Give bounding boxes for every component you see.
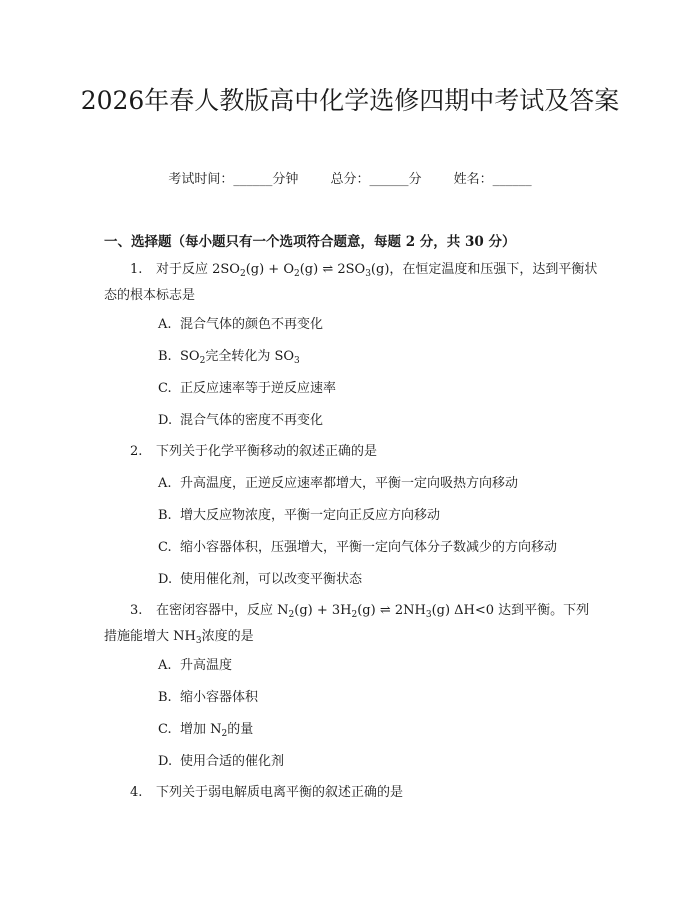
exam-score: 总分：______分 (330, 172, 422, 187)
option-1b[interactable]: B. $SO_2$完全转化为 $SO_3$ (158, 349, 300, 366)
option-2b[interactable]: B. 增大反应物浓度，平衡一定向正反应方向移动 (158, 508, 441, 523)
option-3b[interactable]: B. 缩小容器体积 (158, 690, 259, 705)
question-number: 3. (130, 603, 143, 618)
option-1a[interactable]: A. 混合气体的颜色不再变化 (158, 317, 324, 332)
option-3c[interactable]: C. 增加 $N_2$的量 (158, 722, 254, 739)
option-2a[interactable]: A. 升高温度，正逆反应速率都增大，平衡一定向吸热方向移动 (158, 476, 519, 491)
section-heading: 一、选择题（每小题只有一个选项符合题意，每题 2 分，共 30 分） (104, 234, 516, 250)
option-3a[interactable]: A. 升高温度 (158, 658, 233, 673)
option-1c[interactable]: C. 正反应速率等于逆反应速率 (158, 381, 337, 396)
question-4: 4. 下列关于弱电解质电离平衡的叙述正确的是 (104, 782, 598, 804)
question-2: 2. 下列关于化学平衡移动的叙述正确的是 (104, 441, 598, 463)
exam-title: 2026年春人教版高中化学选修四期中考试及答案 (80, 86, 620, 115)
exam-time: 考试时间：______分钟 (168, 172, 299, 187)
question-number: 4. (130, 785, 143, 800)
question-1: 1. 对于反应 $2SO_2(g) + O_2(g)$ ⇌ $2SO_3(g)$，在恒定温度和压强下，达到平衡状态的根本标志是 (104, 259, 598, 307)
question-3: 3. 在密闭容器中，反应 $N_2(g) + 3H_2(g)$ ⇌ $2NH_3(g)$ ΔH<0 达到平衡。下列措施能增大 $NH_3$浓度的是 (104, 600, 598, 652)
option-1d[interactable]: D. 混合气体的密度不再变化 (158, 413, 324, 428)
option-3d[interactable]: D. 使用合适的催化剂 (158, 754, 285, 769)
question-number: 2. (130, 444, 143, 459)
question-number: 1. (130, 262, 143, 277)
student-name: 姓名：______ (453, 172, 532, 187)
option-2d[interactable]: D. 使用催化剂，可以改变平衡状态 (158, 572, 363, 587)
exam-meta (0, 168, 700, 187)
option-2c[interactable]: C. 缩小容器体积，压强增大，平衡一定向气体分子数减少的方向移动 (158, 540, 558, 555)
